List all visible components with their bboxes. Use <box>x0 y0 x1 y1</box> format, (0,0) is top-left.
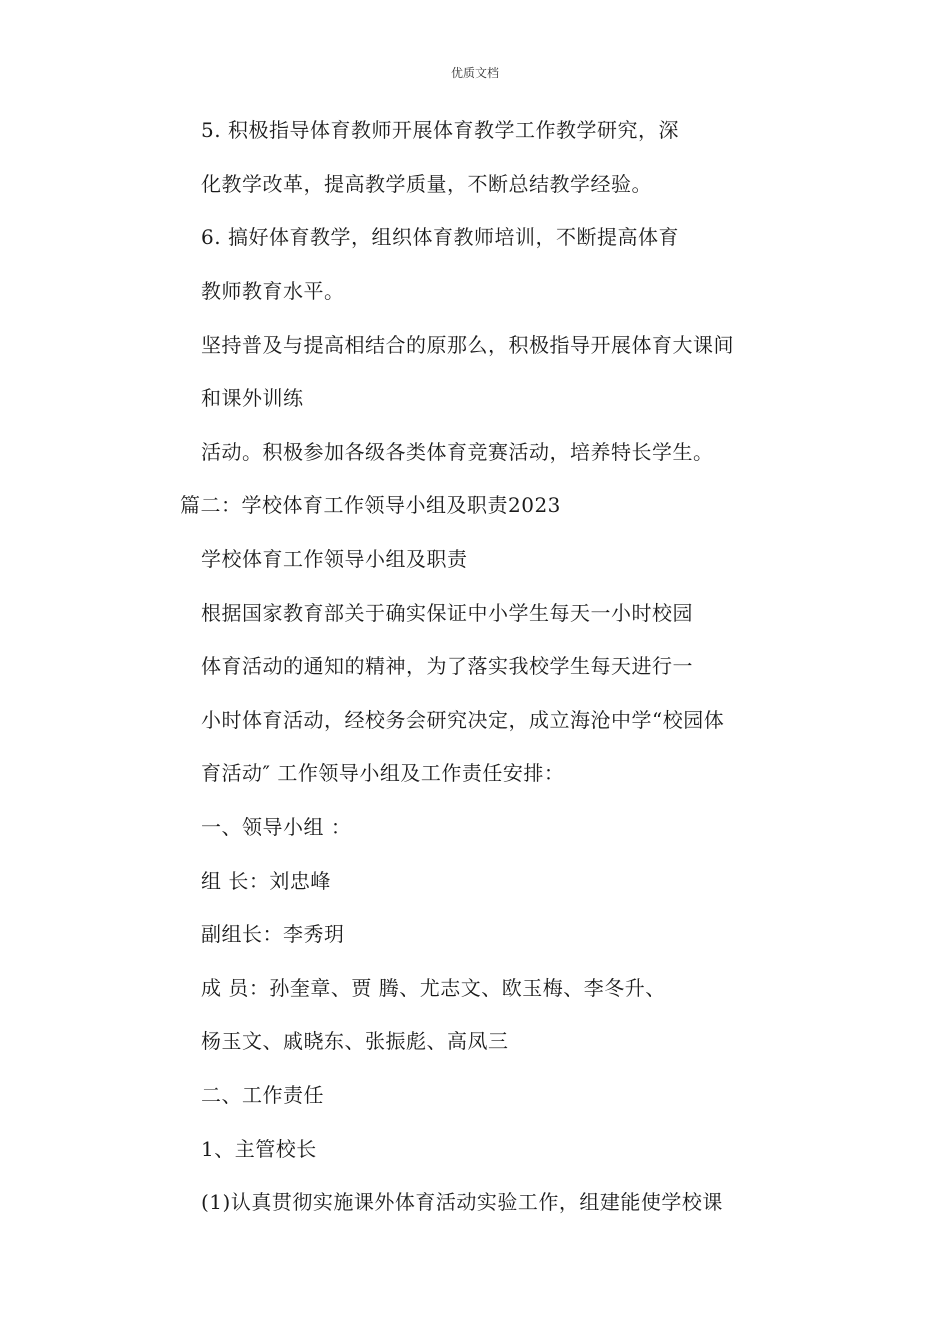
paragraph-line: (1)认真贯彻实施课外体育活动实验工作，组建能使学校课 <box>201 1190 723 1214</box>
list-heading: 二、工作责任 <box>201 1083 324 1107</box>
list-item: 杨玉文、戚晓东、张振彪、高凤三 <box>201 1029 509 1053</box>
list-item: 副组长：李秀玥 <box>201 922 345 946</box>
paragraph-line: 活动。积极参加各级各类体育竞赛活动，培养特长学生。 <box>201 440 714 464</box>
paragraph-line: 育活动″ 工作领导小组及工作责任安排： <box>201 761 565 785</box>
paragraph-line: 根据国家教育部关于确实保证中小学生每天一小时校园 <box>201 601 693 625</box>
section-title: 学校体育工作领导小组及职责 <box>201 547 468 571</box>
paragraph-line: 5. 积极指导体育教师开展体育教学工作教学研究，深 <box>201 118 679 142</box>
paragraph-line: 小时体育活动，经校务会研究决定，成立海沧中学“校园体 <box>201 708 725 732</box>
paragraph-line: 教师教育水平。 <box>201 279 345 303</box>
list-item: 组 长：刘忠峰 <box>201 869 331 893</box>
list-item: 成 员：孙奎章、贾 腾、尤志文、欧玉梅、李冬升、 <box>201 976 666 1000</box>
paragraph-line: 化教学改革，提高教学质量，不断总结教学经验。 <box>201 172 652 196</box>
paragraph-line: 坚持普及与提高相结合的原那么，积极指导开展体育大课间 <box>201 333 734 357</box>
paragraph-line: 和课外训练 <box>201 386 304 410</box>
list-heading: 一、领导小组 ： <box>201 815 352 839</box>
paragraph-line: 6. 搞好体育教学，组织体育教师培训，不断提高体育 <box>201 225 679 249</box>
section-heading: 篇二：学校体育工作领导小组及职责2023 <box>180 493 561 517</box>
page-header: 优质文档 <box>450 66 499 80</box>
paragraph-line: 体育活动的通知的精神，为了落实我校学生每天进行一 <box>201 654 693 678</box>
list-subheading: 1、主管校长 <box>201 1137 317 1161</box>
